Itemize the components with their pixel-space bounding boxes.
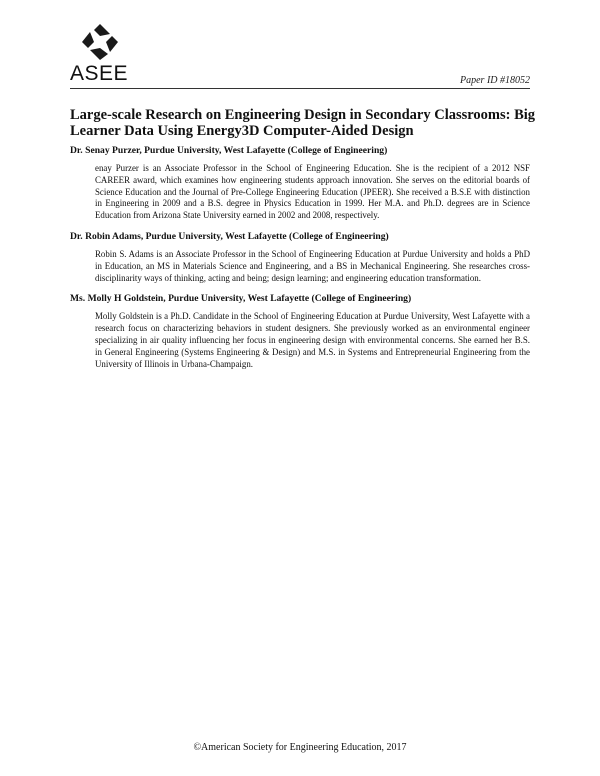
paper-title: Large-scale Research on Engineering Design in Secondary Classrooms: Big Learner Data Using Energy3D Computer-Aided Design (70, 107, 536, 139)
header-rule (70, 88, 530, 89)
author-name: Dr. Senay Purzer, Purdue University, West Lafayette (College of Engineering) (70, 145, 388, 156)
paper-id: Paper ID #18052 (460, 75, 530, 86)
author-bios (70, 145, 530, 379)
asee-logo-text: ASEE (70, 62, 129, 85)
asee-logo (70, 22, 130, 88)
author-name: Ms. Molly H Goldstein, Purdue University, West Lafayette (College of Engineering) (70, 293, 412, 305)
asee-logo-mark-icon (80, 22, 120, 62)
author-name: Dr. Robin Adams, Purdue University, West Lafayette (College of Engineering) (70, 230, 389, 242)
copyright-footer: ©American Society for Engineering Education, 2017 (193, 742, 407, 753)
author-bio: enay Purzer is an Associate Professor in the School of Engineering Education. She is the recipient of a 2012 NSF CAREER award, which examines how engineering students approach innovation. She serves on the editorial boards of Science Education and the Journal of Pre-College Engineering Education (JPEER). She received a B.S.E with distinction in Engineering in 2009 and a B.S. degree in Physics Education in 1999. Her M.A. and Ph.D. degrees are in Science Education from Arizona State University earned in 2002 and 2008, respectively. (95, 163, 530, 221)
author-bio: Molly Goldstein is a Ph.D. Candidate in the School of Engineering Education at Purdue University, West Lafayette with a research focus on characterizing behaviors in student designers. She previously worked as an environmental engineer specializing in air quality influencing her focus in engineering design with environmental concerns. She earned her B.S. in General Engineering (Systems Engineering & Design) and M.S. in Systems and Entrepreneurial Engineering from the University of Illinois in Urbana-Champaign. (95, 311, 530, 369)
author-bio: Robin S. Adams is an Associate Professor in the School of Engineering Education at Purdue University and holds a PhD in Education, an MS in Materials Science and Engineering, and a BS in Mechanical Engineering. She researches cross-disciplinarity ways of thinking, acting and being; design learning; and engineering education transformation. (95, 248, 530, 283)
